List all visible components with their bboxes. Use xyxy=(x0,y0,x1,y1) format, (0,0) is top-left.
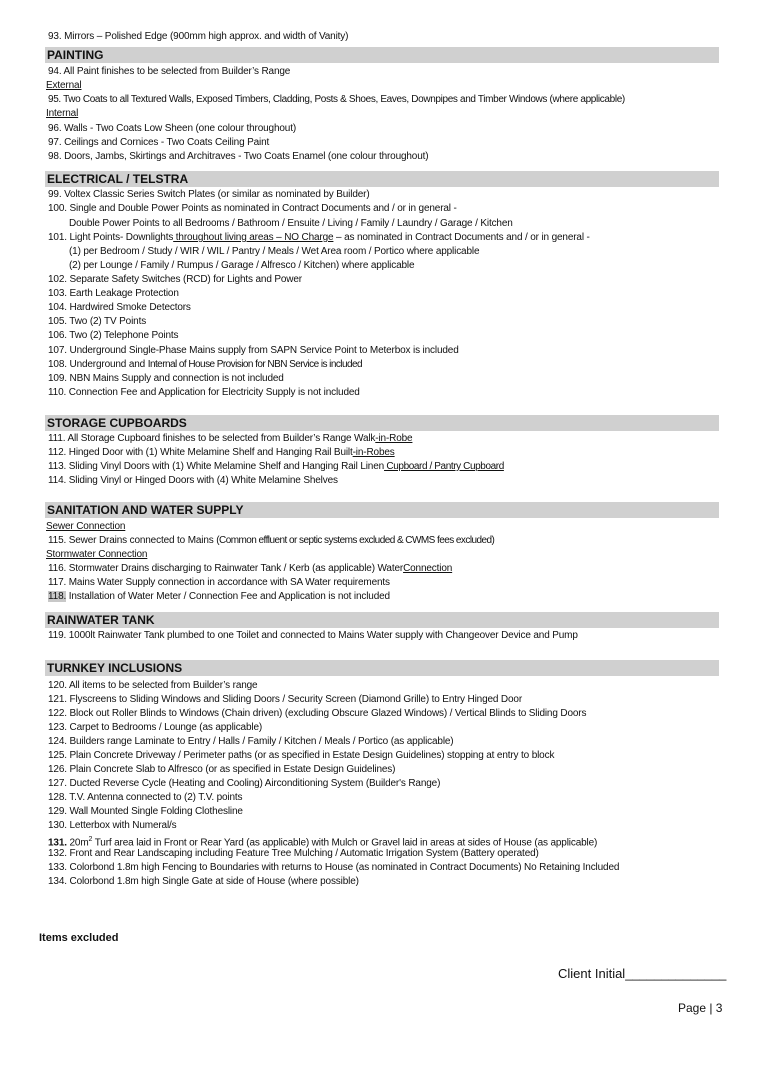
item-120: 120. All items to be selected from Builder’s range xyxy=(48,680,258,691)
item-111-underlined: -in-Robe xyxy=(375,433,413,444)
item-128: 128. T.V. Antenna connected to (2) T.V. points xyxy=(48,792,243,803)
item-118-text: Installation of Water Meter / Connection Fee and Application is not included xyxy=(66,591,390,602)
item-118 xyxy=(48,591,390,603)
item-129: 129. Wall Mounted Single Folding Clothesline xyxy=(48,806,243,817)
subheading-internal: Internal xyxy=(46,108,79,119)
item-122: 122. Block out Roller Blinds to Windows (Chain driven) (excluding Obscure Glazed Windows) / Vertical Blinds to Sliding Doors xyxy=(48,708,587,719)
item-116-text: 116. Stormwater Drains discharging to Rainwater Tank / Kerb (as applicable) Water xyxy=(48,563,404,574)
item-133: 133. Colorbond 1.8m high Fencing to Boundaries with returns to House (as nominated in Contract Documents) No Retaining Included xyxy=(48,862,620,873)
item-121: 121. Flyscreens to Sliding Windows and Sliding Doors / Security Screen (Diamond Grille) to Entry Hinged Door xyxy=(48,694,523,705)
client-initial-field: Client Initial______________ xyxy=(558,966,727,981)
item-101-bedrooms: (1) per Bedroom / Study / WIR / WIL / Pantry / Meals / Wet Area room / Portico where applicable xyxy=(69,246,480,257)
item-96: 96. Walls - Two Coats Low Sheen (one colour throughout) xyxy=(48,123,297,134)
item-130: 130. Letterbox with Numeral/s xyxy=(48,820,177,831)
item-131-number: 131. xyxy=(48,837,67,849)
item-118-number: 118. xyxy=(48,591,67,602)
item-117: 117. Mains Water Supply connection in accordance with SA Water requirements xyxy=(48,577,390,588)
item-116-underlined: Connection xyxy=(403,563,453,574)
subheading-stormwater: Stormwater Connection xyxy=(46,549,148,560)
item-116 xyxy=(48,563,452,575)
item-123: 123. Carpet to Bedrooms / Lounge (as applicable) xyxy=(48,722,263,733)
item-112 xyxy=(48,447,395,459)
item-131-area: 20m xyxy=(66,837,89,849)
subheading-external: External xyxy=(46,80,82,91)
item-112-underlined: -in-Robes xyxy=(352,447,395,458)
item-101-underlined: throughout living areas – NO Charge xyxy=(173,232,334,243)
item-108-condensed: Internal of House Provision for NBN Service is included xyxy=(147,359,363,370)
item-98: 98. Doors, Jambs, Skirtings and Architraves - Two Coats Enamel (one colour throughout) xyxy=(48,151,429,162)
item-111 xyxy=(48,433,412,445)
item-126: 126. Plain Concrete Slab to Alfresco (or as specified in Estate Design Guidelines) xyxy=(48,764,396,775)
item-125: 125. Plain Concrete Driveway / Perimeter paths (or as specified in Estate Design Guidelines) stopping at entry to block xyxy=(48,750,555,761)
section-header-painting: PAINTING xyxy=(45,47,719,63)
item-112-text: 112. Hinged Door with (1) White Melamine Shelf and Hanging Rail Built xyxy=(48,447,353,458)
item-94: 94. All Paint finishes to be selected from Builder’s Range xyxy=(48,66,291,77)
item-104: 104. Hardwired Smoke Detectors xyxy=(48,302,191,313)
item-97: 97. Ceilings and Cornices - Two Coats Ceiling Paint xyxy=(48,137,270,148)
item-113-text: 113. Sliding Vinyl Doors with (1) White Melamine Shelf and Hanging Rail Linen xyxy=(48,461,385,472)
item-110: 110. Connection Fee and Application for Electricity Supply is not included xyxy=(48,387,360,398)
item-134: 134. Colorbond 1.8m high Single Gate at side of House (where possible) xyxy=(48,876,359,887)
item-102: 102. Separate Safety Switches (RCD) for Lights and Power xyxy=(48,274,302,285)
item-105: 105. Two (2) TV Points xyxy=(48,316,147,327)
section-header-rainwater: RAINWATER TANK xyxy=(45,612,719,628)
item-108-text: 108. Underground and xyxy=(48,359,148,370)
item-127: 127. Ducted Reverse Cycle (Heating and Cooling) Airconditioning System (Builder's Range) xyxy=(48,778,441,789)
item-107: 107. Underground Single-Phase Mains supply from SAPN Service Point to Meterbox is included xyxy=(48,345,459,356)
item-115-condensed: (Common effluent or septic systems excluded & CWMS fees excluded) xyxy=(216,535,495,546)
item-106: 106. Two (2) Telephone Points xyxy=(48,330,179,341)
subheading-sewer: Sewer Connection xyxy=(46,521,126,532)
item-101-lounge: (2) per Lounge / Family / Rumpus / Garage / Alfresco / Kitchen) where applicable xyxy=(69,260,415,271)
item-93: 93. Mirrors – Polished Edge (900mm high approx. and width of Vanity) xyxy=(48,31,349,42)
item-95: 95. Two Coats to all Textured Walls, Exposed Timbers, Cladding, Posts & Shoes, Eaves, Downpipes and Timber Windows (where applicable) xyxy=(48,94,625,105)
item-101-tail: – as nominated in Contract Documents and / or in general - xyxy=(333,232,590,243)
item-115 xyxy=(48,535,494,547)
section-header-turnkey: TURNKEY INCLUSIONS xyxy=(45,660,719,676)
item-103: 103. Earth Leakage Protection xyxy=(48,288,179,299)
item-113-underlined: Cupboard / Pantry Cupboard xyxy=(384,461,504,472)
item-131-text: Turf area laid in Front or Rear Yard (as applicable) with Mulch or Gravel laid in areas at sides of House (as applicable) xyxy=(92,837,598,849)
item-100-continued: Double Power Points to all Bedrooms / Bathroom / Ensuite / Living / Family / Laundry / Garage / Kitchen xyxy=(69,218,513,229)
items-excluded-heading: Items excluded xyxy=(39,932,119,944)
section-header-electrical: ELECTRICAL / TELSTRA xyxy=(45,171,719,187)
item-100: 100. Single and Double Power Points as nominated in Contract Documents and / or in general - xyxy=(48,203,457,214)
item-124: 124. Builders range Laminate to Entry / Halls / Family / Kitchen / Meals / Portico (as applicable) xyxy=(48,736,454,747)
item-108 xyxy=(48,359,362,371)
page-number: Page | 3 xyxy=(678,1001,723,1015)
item-131-superscript: 2 xyxy=(88,836,93,843)
item-101-text: 101. Light Points- Downlights xyxy=(48,232,174,243)
section-header-sanitation: SANITATION AND WATER SUPPLY xyxy=(45,502,719,518)
item-111-text: 111. All Storage Cupboard finishes to be selected from Builder’s Range Walk xyxy=(48,433,376,444)
section-header-storage: STORAGE CUPBOARDS xyxy=(45,415,719,431)
item-114: 114. Sliding Vinyl or Hinged Doors with (4) White Melamine Shelves xyxy=(48,475,338,486)
item-115-text: 115. Sewer Drains connected to Mains xyxy=(48,535,217,546)
item-101 xyxy=(48,232,590,244)
item-119: 119. 1000lt Rainwater Tank plumbed to one Toilet and connected to Mains Water supply with Changeover Device and Pump xyxy=(48,630,578,641)
item-132: 132. Front and Rear Landscaping including Feature Tree Mulching / Automatic Irrigation System (Battery operated) xyxy=(48,848,539,859)
item-99: 99. Voltex Classic Series Switch Plates (or similar as nominated by Builder) xyxy=(48,189,370,200)
item-113 xyxy=(48,461,504,473)
item-109: 109. NBN Mains Supply and connection is not included xyxy=(48,373,284,384)
